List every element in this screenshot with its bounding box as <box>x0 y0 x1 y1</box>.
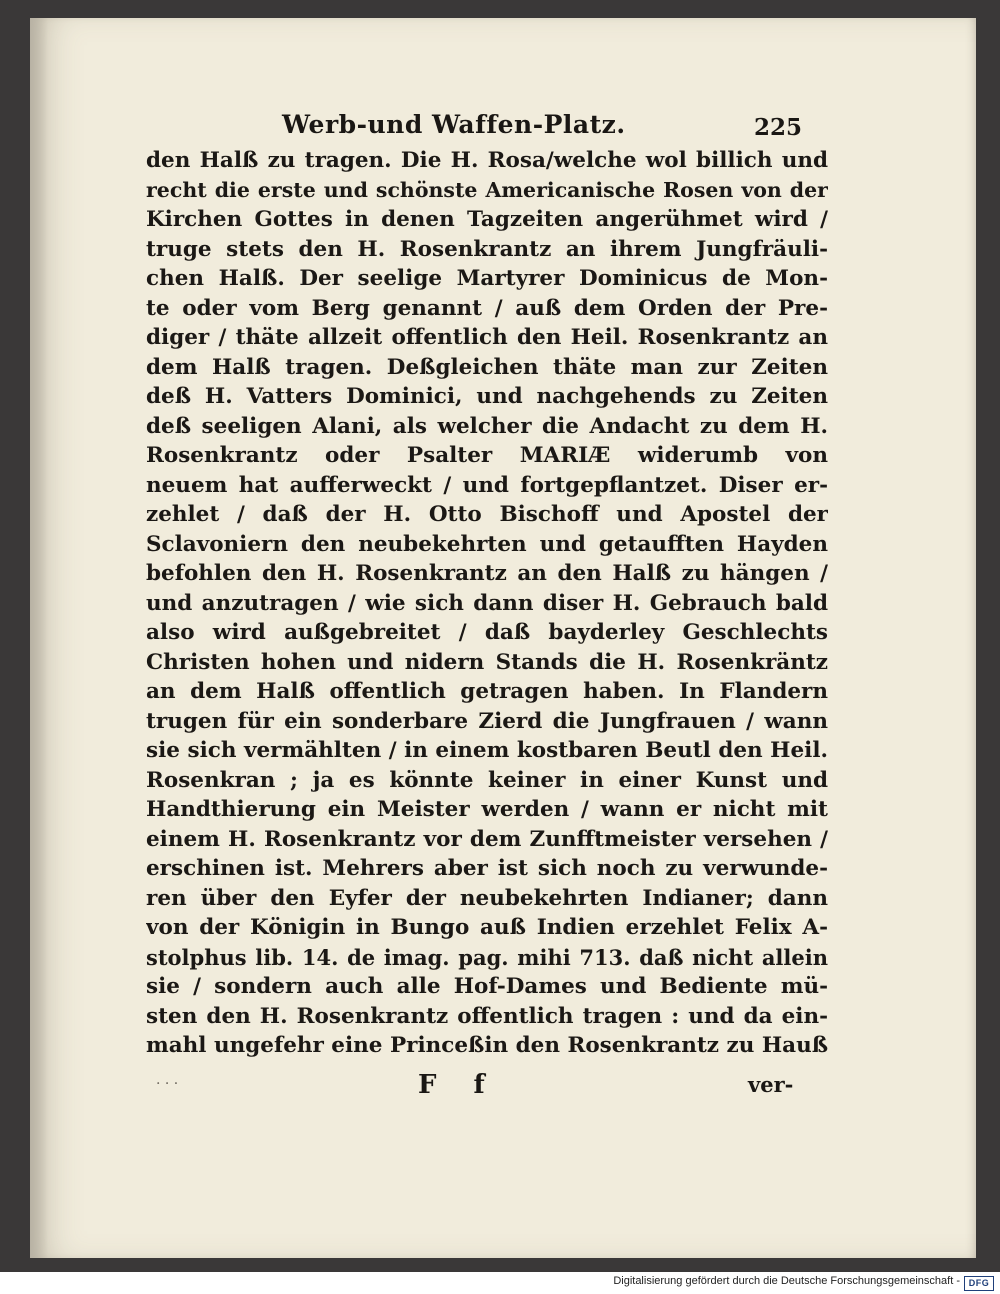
text-line: ren über den Eyfer der neubekehrten Indianer; dann <box>146 885 828 911</box>
signature-mark: F f <box>418 1070 499 1100</box>
text-line: Sclavoniern den neubekehrten und getaufften Hayden <box>146 531 828 557</box>
text-line: te oder vom Berg genannt / auß dem Orden der Pre- <box>146 295 828 321</box>
text-line: von der Königin in Bungo auß Indien erzehlet Felix A- <box>146 915 828 940</box>
dfg-logo-icon: DFG <box>964 1276 994 1291</box>
text-line: deß seeligen Alani, als welcher die Andacht zu dem H. <box>146 413 828 439</box>
text-line: sie sich vermählten / in einem kostbaren Beutl den Heil. <box>146 738 828 763</box>
page-number: 225 <box>754 114 803 141</box>
text-line: Handthierung ein Meister werden / wann er nicht mit <box>146 797 828 822</box>
text-line: zehlet / daß der H. Otto Bischoff und Apostel der <box>146 502 828 527</box>
text-line: an dem Halß offentlich getragen haben. In Flandern <box>146 679 828 704</box>
text-line: sie / sondern auch alle Hof-Dames und Bediente mü- <box>146 974 828 999</box>
text-line: sten den H. Rosenkrantz offentlich tragen : und da ein- <box>146 1003 828 1029</box>
text-line: dem Halß tragen. Deßgleichen thäte man zur Zeiten <box>146 354 828 380</box>
text-line: diger / thäte allzeit offentlich den Heil. Rosenkrantz an <box>146 325 828 350</box>
text-line: neuem hat aufferweckt / und fortgepflantzet. Diser er- <box>146 472 828 498</box>
text-line: recht die erste und schönste Americanische Rosen von der <box>146 177 828 202</box>
body-text <box>146 146 828 1061</box>
text-line: einem H. Rosenkrantz vor dem Zunfftmeister versehen / <box>146 826 828 852</box>
text-line: befohlen den H. Rosenkrantz an den Halß zu hängen / <box>146 561 828 586</box>
text-line: chen Halß. Der seelige Martyrer Dominicus de Mon- <box>146 266 828 291</box>
footer-bar <box>0 1272 1000 1294</box>
book-page <box>30 18 976 1258</box>
text-line: mahl ungefehr eine Princeßin den Rosenkrantz zu Hauß <box>146 1033 828 1058</box>
funding-credit: Digitalisierung gefördert durch die Deutsche Forschungsgemeinschaft - <box>613 1275 960 1287</box>
text-line: und anzutragen / wie sich dann diser H. Gebrauch bald <box>146 590 828 616</box>
text-line: truge stets den H. Rosenkrantz an ihrem Jungfräuli- <box>146 236 828 262</box>
text-line: deß H. Vatters Dominici, und nachgehends zu Zeiten <box>146 384 828 409</box>
running-head: Werb-und Waffen-Platz. <box>282 110 626 139</box>
catchword: ver- <box>748 1072 794 1097</box>
stray-ink-marks: · · · <box>156 1076 179 1092</box>
text-line: trugen für ein sonderbare Zierd die Jungfrauen / wann <box>146 708 828 734</box>
text-line: Christen hohen und nidern Stands die H. Rosenkräntz <box>146 649 828 675</box>
text-line: also wird außgebreitet / daß bayderley Geschlechts <box>146 620 828 645</box>
text-line: stolphus lib. 14. de imag. pag. mihi 713. daß nicht allein <box>146 944 828 970</box>
text-line: Kirchen Gottes in denen Tagzeiten angerühmet wird / <box>146 207 828 232</box>
text-line: den Halß zu tragen. Die H. Rosa/welche wol billich und <box>146 148 828 173</box>
text-line: Rosenkran ; ja es könnte keiner in einer Kunst und <box>146 767 828 793</box>
text-line: erschinen ist. Mehrers aber ist sich noch zu verwunde- <box>146 856 828 881</box>
text-line: Rosenkrantz oder Psalter MARIÆ widerumb von <box>146 443 828 468</box>
